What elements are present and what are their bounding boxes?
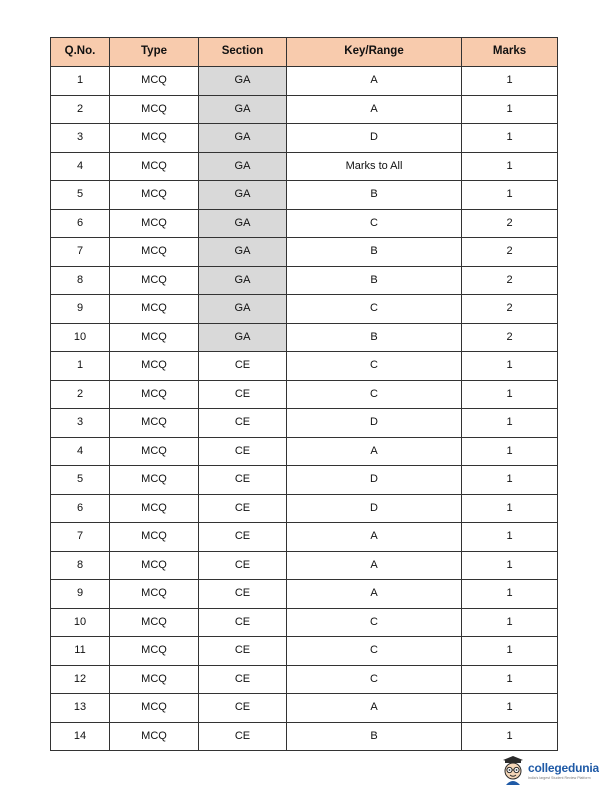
- cell-marks: 1: [462, 67, 558, 96]
- cell-type: MCQ: [110, 295, 199, 324]
- answer-key-table: [50, 37, 558, 751]
- cell-marks: 1: [462, 494, 558, 523]
- cell-marks: 1: [462, 523, 558, 552]
- cell-marks: 1: [462, 722, 558, 751]
- cell-marks: 1: [462, 694, 558, 723]
- table-body: [51, 67, 558, 751]
- cell-marks: 1: [462, 580, 558, 609]
- cell-key-range: B: [287, 181, 462, 210]
- cell-type: MCQ: [110, 152, 199, 181]
- cell-key-range: B: [287, 722, 462, 751]
- cell-section: GA: [199, 152, 287, 181]
- cell-qno: 6: [51, 209, 110, 238]
- cell-qno: 1: [51, 67, 110, 96]
- cell-section: GA: [199, 67, 287, 96]
- cell-marks: 1: [462, 551, 558, 580]
- cell-qno: 6: [51, 494, 110, 523]
- cell-section: CE: [199, 665, 287, 694]
- cell-qno: 12: [51, 665, 110, 694]
- cell-qno: 14: [51, 722, 110, 751]
- header-qno: Q.No.: [51, 38, 110, 67]
- cell-key-range: Marks to All: [287, 152, 462, 181]
- cell-qno: 10: [51, 323, 110, 352]
- table-row: [51, 466, 558, 495]
- cell-key-range: B: [287, 238, 462, 267]
- table-row: [51, 380, 558, 409]
- cell-marks: 1: [462, 437, 558, 466]
- table-row: [51, 152, 558, 181]
- cell-qno: 3: [51, 124, 110, 153]
- table-row: [51, 437, 558, 466]
- table-row: [51, 722, 558, 751]
- cell-section: CE: [199, 352, 287, 381]
- cell-key-range: C: [287, 295, 462, 324]
- table-row: [51, 95, 558, 124]
- cell-marks: 1: [462, 637, 558, 666]
- cell-marks: 1: [462, 608, 558, 637]
- cell-section: CE: [199, 608, 287, 637]
- cell-type: MCQ: [110, 95, 199, 124]
- table-row: [51, 637, 558, 666]
- table-row: [51, 409, 558, 438]
- table-row: [51, 124, 558, 153]
- cell-marks: 1: [462, 95, 558, 124]
- table-row: [51, 238, 558, 267]
- cell-key-range: D: [287, 494, 462, 523]
- cell-key-range: B: [287, 323, 462, 352]
- cell-marks: 2: [462, 295, 558, 324]
- cell-marks: 2: [462, 238, 558, 267]
- cell-section: GA: [199, 238, 287, 267]
- cell-section: GA: [199, 295, 287, 324]
- cell-key-range: C: [287, 352, 462, 381]
- cell-type: MCQ: [110, 437, 199, 466]
- cell-section: CE: [199, 637, 287, 666]
- cell-key-range: A: [287, 95, 462, 124]
- table-header: [51, 38, 558, 67]
- collegedunia-watermark: [500, 752, 610, 788]
- cell-qno: 4: [51, 152, 110, 181]
- cell-marks: 1: [462, 181, 558, 210]
- cell-marks: 1: [462, 466, 558, 495]
- cell-qno: 13: [51, 694, 110, 723]
- cell-key-range: C: [287, 608, 462, 637]
- cell-type: MCQ: [110, 266, 199, 295]
- cell-section: CE: [199, 722, 287, 751]
- cell-type: MCQ: [110, 67, 199, 96]
- cell-marks: 2: [462, 266, 558, 295]
- cell-type: MCQ: [110, 580, 199, 609]
- cell-section: CE: [199, 380, 287, 409]
- cell-key-range: A: [287, 580, 462, 609]
- table-row: [51, 523, 558, 552]
- cell-qno: 8: [51, 266, 110, 295]
- cell-type: MCQ: [110, 608, 199, 637]
- cell-type: MCQ: [110, 494, 199, 523]
- cell-marks: 2: [462, 323, 558, 352]
- cell-marks: 1: [462, 152, 558, 181]
- table-row: [51, 494, 558, 523]
- cell-section: CE: [199, 551, 287, 580]
- cell-section: CE: [199, 523, 287, 552]
- cell-key-range: D: [287, 409, 462, 438]
- table-row: [51, 665, 558, 694]
- table-row: [51, 209, 558, 238]
- table-row: [51, 67, 558, 96]
- cell-type: MCQ: [110, 523, 199, 552]
- cell-type: MCQ: [110, 637, 199, 666]
- cell-qno: 8: [51, 551, 110, 580]
- cell-type: MCQ: [110, 694, 199, 723]
- cell-section: CE: [199, 580, 287, 609]
- cell-qno: 9: [51, 580, 110, 609]
- cell-section: GA: [199, 209, 287, 238]
- cell-type: MCQ: [110, 352, 199, 381]
- header-key-range: Key/Range: [287, 38, 462, 67]
- cell-qno: 9: [51, 295, 110, 324]
- cell-key-range: A: [287, 67, 462, 96]
- cell-marks: 1: [462, 124, 558, 153]
- cell-section: GA: [199, 323, 287, 352]
- table-row: [51, 608, 558, 637]
- cell-key-range: A: [287, 694, 462, 723]
- cell-key-range: C: [287, 380, 462, 409]
- cell-qno: 3: [51, 409, 110, 438]
- student-mascot-icon: [500, 755, 526, 785]
- cell-key-range: A: [287, 523, 462, 552]
- cell-type: MCQ: [110, 665, 199, 694]
- cell-qno: 7: [51, 238, 110, 267]
- table-row: [51, 580, 558, 609]
- cell-key-range: A: [287, 437, 462, 466]
- cell-marks: 1: [462, 665, 558, 694]
- cell-type: MCQ: [110, 409, 199, 438]
- cell-type: MCQ: [110, 209, 199, 238]
- cell-qno: 5: [51, 466, 110, 495]
- cell-qno: 4: [51, 437, 110, 466]
- cell-qno: 2: [51, 380, 110, 409]
- cell-qno: 2: [51, 95, 110, 124]
- header-row: [51, 38, 558, 67]
- cell-qno: 10: [51, 608, 110, 637]
- cell-type: MCQ: [110, 124, 199, 153]
- cell-marks: 1: [462, 409, 558, 438]
- cell-key-range: D: [287, 124, 462, 153]
- header-type: Type: [110, 38, 199, 67]
- cell-key-range: B: [287, 266, 462, 295]
- cell-key-range: D: [287, 466, 462, 495]
- cell-type: MCQ: [110, 551, 199, 580]
- cell-type: MCQ: [110, 466, 199, 495]
- cell-type: MCQ: [110, 380, 199, 409]
- cell-marks: 2: [462, 209, 558, 238]
- cell-section: GA: [199, 124, 287, 153]
- cell-section: GA: [199, 266, 287, 295]
- cell-qno: 7: [51, 523, 110, 552]
- table-row: [51, 323, 558, 352]
- table-row: [51, 551, 558, 580]
- cell-qno: 11: [51, 637, 110, 666]
- table-row: [51, 694, 558, 723]
- cell-section: GA: [199, 95, 287, 124]
- cell-section: CE: [199, 409, 287, 438]
- cell-marks: 1: [462, 380, 558, 409]
- cell-section: CE: [199, 437, 287, 466]
- cell-section: CE: [199, 694, 287, 723]
- cell-type: MCQ: [110, 238, 199, 267]
- table-row: [51, 352, 558, 381]
- brand-tagline: India's largest Student Review Platform: [528, 775, 591, 780]
- logo-text: [528, 761, 599, 780]
- cell-qno: 1: [51, 352, 110, 381]
- cell-key-range: C: [287, 637, 462, 666]
- header-marks: Marks: [462, 38, 558, 67]
- cell-qno: 5: [51, 181, 110, 210]
- table-row: [51, 266, 558, 295]
- cell-type: MCQ: [110, 722, 199, 751]
- cell-key-range: C: [287, 665, 462, 694]
- cell-section: CE: [199, 494, 287, 523]
- cell-type: MCQ: [110, 323, 199, 352]
- cell-key-range: C: [287, 209, 462, 238]
- table-row: [51, 295, 558, 324]
- cell-key-range: A: [287, 551, 462, 580]
- cell-marks: 1: [462, 352, 558, 381]
- brand-name: collegedunia: [528, 760, 599, 775]
- header-section: Section: [199, 38, 287, 67]
- cell-section: CE: [199, 466, 287, 495]
- cell-section: GA: [199, 181, 287, 210]
- cell-type: MCQ: [110, 181, 199, 210]
- table-row: [51, 181, 558, 210]
